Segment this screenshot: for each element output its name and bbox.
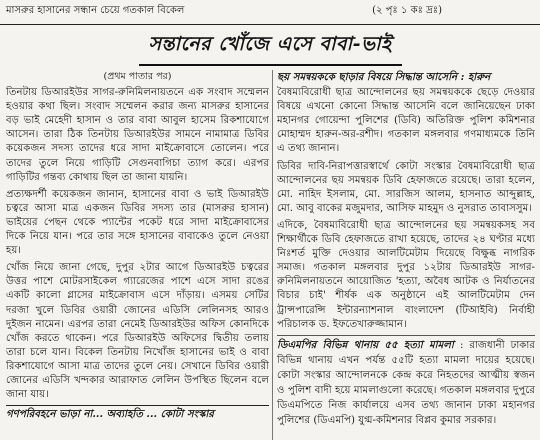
column-divider: [272, 70, 273, 440]
right-paragraph-1: বৈষম্যবিরোধী ছাত্র আন্দোলনের ছয় সমন্বয়ককে ছেড়ে দেওয়ার বিষয়ে এখনো কোনো সিদ্ধান্ত আসেনি বলে জানিয়েছেন ঢাকা মহানগর গোয়েন্দা পুলিশের (ডিবি) অতিরিক্ত পুলিশ কমিশনার মোহাম্মদ হারুন-অর-রশীদ। গতকাল মঙ্গলবার গণমাধ্যমকে তিনি এ তথ্য জানান।: [277, 87, 535, 155]
right-subheadline-2: [277, 335, 535, 429]
left-column: [6, 70, 269, 440]
right-paragraph-2: ডিবির দাবি-নিরাপত্তারস্বার্থে কোটা সংস্কার বৈষম্যবিরোধী ছাত্র আন্দোলনের ছয় সমন্বয়ক ডিবি হেফাজতে রয়েছে। তারা হলেন, মো. নাহিদ ইসলাম, মো. সারজিস আলম, হাসনাত আব্দুল্লাহ, মো. আবু বাকের মজুমদার, আসিফ মাহমুদ ও নুসরাত তাবাসসুম।: [277, 160, 535, 214]
right-paragraph-4: : রাজধানী ঢাকার বিভিন্ন থানায় এখন পর্যন্ত ৫৫টি হত্যা মামলা দায়ের হয়েছে। কোটা সংস্কার আন্দোলনকে কেন্দ্র করে নিহতদের আত্মীয় স্বজন ও পুলিশ বাদী হয়ে মামলাগুলো করেছে। গতকাল মঙ্গলবার দুপুরে ডিএমপিতে নিজ কার্যালয়ে এসব তথ্য জানান ঢাকা মহানগর পুলিশের (ডিএমপি) যুগ্ম-কমিশনার বিপ্লব কুমার সরকার।: [277, 339, 535, 427]
bottom-left-headline: গণপরিবহনে ভাড়া না... অব্যাহতি ... কোটা সংস্কার: [6, 405, 269, 421]
right-column: [277, 70, 535, 440]
continued-label: (প্রথম পাতার পর): [103, 71, 172, 82]
right-subheadline-2-text: ডিএমপির বিভিন্ন থানায় ৫৫ হত্যা মামলা: [277, 338, 454, 351]
article-headline: [0, 30, 540, 64]
top-continuation-strip: [0, 0, 540, 25]
top-right-jump: (২ পৃঃ ১ কঃ দ্রঃ): [372, 5, 442, 16]
right-subheadline: ছয় সমন্বয়ককে ছাড়ার বিষয়ে সিদ্ধান্ত আসেনি : হারুন: [277, 71, 491, 83]
left-paragraph-2: প্রত্যক্ষদর্শী কয়েকজন জানান, হাসানের বাবা ও ভাই ডিআরইউ চত্বরে আসা মাত্র একজন ডিবির সদস্য তার (মাসরুর হাসান) ভাইয়ের পেছন থেকে প্যান্টের পকেট ধরে সাদা মাইক্রোবাসের দিকে নিয়ে যান। পরে তার সঙ্গে হাসানের বাবাকেও তুলে নেওয়া হয়।: [6, 188, 269, 257]
top-left-text: মাসরুর হাসানের সন্ধান চেয়ে গতকাল বিকেল: [6, 5, 185, 16]
headline-text: সন্তানের খোঁজে এসে বাবা-ভাই: [139, 30, 402, 66]
right-paragraph-3: এদিকে, বৈষম্যবিরোধী ছাত্র আন্দোলনের ছয় সমন্বয়কসহ সব শিক্ষার্থীকে ডিবি হেফাজতে রাখা হয়েছে, তাদের ২৪ ঘণ্টার মধ্যে নিঃশর্ত মুক্তি দেওয়ার আলটিমেটাম দিয়েছে বিক্ষুব্ধ নাগরিক সমাজ। গতকাল মঙ্গলবার দুপুর ১২টায় ডিআরইউ সাগর-রুনিমিলনায়তনে আয়োজিত 'হত্যা, অবৈধ আটক ও নির্যাতনের বিচার চাই' শীর্ষক এক অনুষ্ঠানে এই আলটিমেটাম দেন ট্রান্সপারেন্সি ইন্টারন্যাশনাল বাংলাদেশ (টিআইবি) নির্বাহী পরিচালক ড. ইফতেখারুজ্জামান।: [277, 219, 535, 330]
left-paragraph-1: তিনটায় ডিআরইউর সাগর-রুনিমিলনায়তনে এক সংবাদ সম্মেলন হওয়ার কথা ছিল। সংবাদ সম্মেলন করার জন্য মাসরুর হাসানের বড় ভাই মেহেদী হাসান ও তার বাবা আবুল হাসেম রিকশাযোগে আসেন। তারা ঠিক তিনটায় ডিআরইউর সামনে নামামাত্র ডিবির কয়েকজন সদস্য তাদের ধরে সাদা মাইক্রোবাসে তোলেন। পরে তাদের তুলে নিয়ে গাড়িটি সেগুনবাগিচা ত্যাগ করে। এরপর গাড়িটির গন্তব্য কোথায় ছিল তা জানা যায়নি।: [6, 87, 269, 183]
left-paragraph-3: খোঁজ নিয়ে জানা গেছে, দুপুর ২টার আগে ডিআরইউ চত্বরের উত্তর পাশে মোটরসাইকেল গ্যারেজের পাশে এসে সাদা রঙের একটি কালো গ্লাসের মাইক্রোবাস এসে দাঁড়ায়। এসময় সেটির দরজা খুলে ডিবির ওয়ারী জোনের এডিসি লেলিনসহ আরও দুইজন নামেন। এরপর তারা নেমেই ডিআরইউর অফিস কোনদিকে খোঁজ করতে থাকেন। পরে ডিআরইউ অফিসের দ্বিতীয় তলায় তারা চলে যান। বিকেল তিনটায় নিখোঁজ হাসানের ভাই ও বাবা রিকশাযোগে আসা মাত্র তাদের তুলে নেয়। সেখানে ডিবির ওয়ারী জোনের এডিসি খন্দকার আরাফাত লেলিন উপস্থিত ছিলেন বলে জানা যায়।: [6, 262, 269, 401]
